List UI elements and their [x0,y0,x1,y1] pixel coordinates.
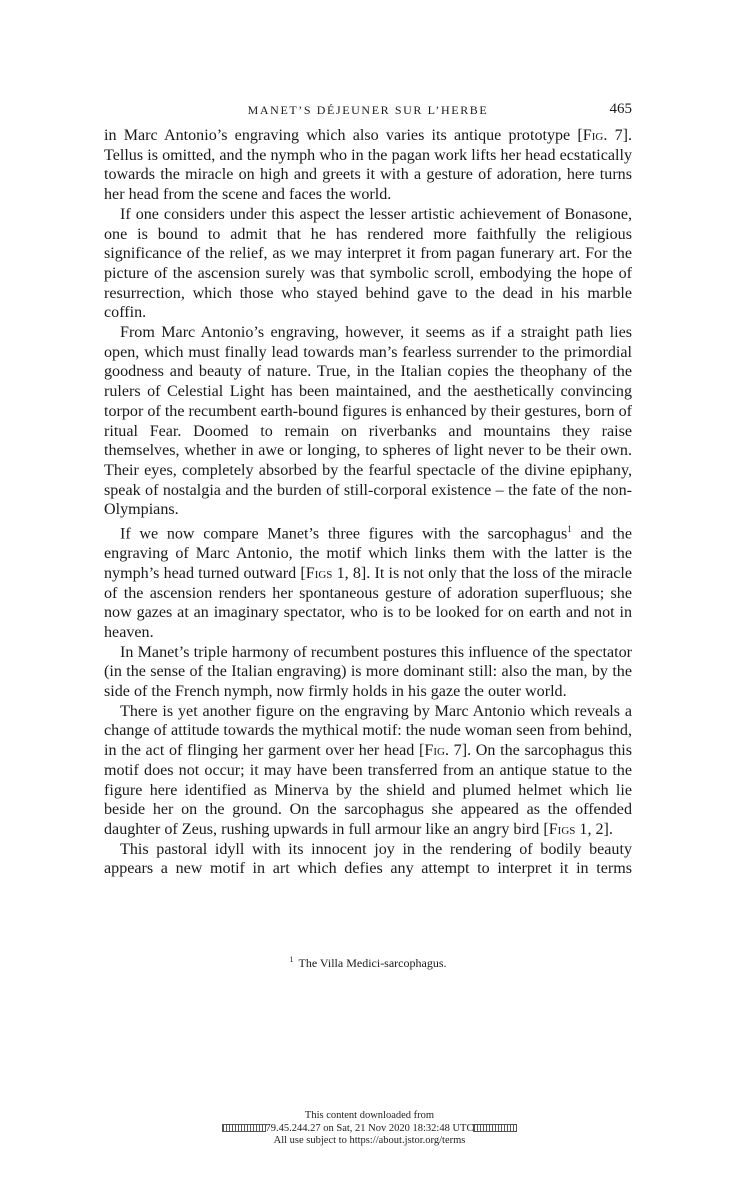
paragraph-1-text-a: in Marc Antonio’s engraving which also varies its antique prototype [ [104,127,583,144]
download-notice [0,1110,739,1148]
redaction-bar-left [222,1124,266,1132]
paragraph-4-text-a: If we now compare Manet’s three figures with the sarcophagus [120,525,568,543]
paragraph-6-text-c: 1, 2]. [575,820,613,838]
paragraph-2: If one considers under this aspect the lesser artistic achievement of Bonasone, one is bound to admit that he has rendered more faithfully the religious significance of the relief, as we may interpret it from pagan funerary art. For the picture of the ascension surely was that symbolic scroll, embodying the hope of resurrection, which those who stayed behind gave to the dead in his marble coffin. [104,205,632,322]
running-head [104,103,632,123]
figures-reference: Figs [305,564,333,582]
paragraph-4 [104,520,632,643]
redaction-bar-right [473,1124,517,1132]
footnote-marker: 1 [289,955,294,964]
figure-reference: Fig. [582,127,608,144]
figure-reference: Fig. [424,742,449,760]
footnote-reference: 1 [567,524,572,535]
download-notice-line-3: All use subject to https://about.jstor.org/terms [273,1135,466,1146]
footnote [104,955,632,971]
body-text [104,126,632,879]
paragraph-5: In Manet’s triple harmony of recumbent postures this influence of the spectator (in the sense of the Italian engraving) is more dominant still: also the man, by the side of the French nymph, now firmly holds in his gaze the outer world. [104,643,632,701]
download-notice-line-2 [0,1123,739,1136]
paragraph-7: This pastoral idyll with its innocent joy in the rendering of bodily beauty appears a new motif in art which defies any attempt to interpret it in terms [104,840,632,878]
paragraph-1 [104,126,632,205]
paragraph-6-text-b: 7]. On the sarcophagus this motif does not occur; it may have been transferred from an antique statue to the figure here identified as Minerva by the shield and plumed helmet which lie beside her on the ground. On the sarcophagus she appeared as the offended daughter of Zeus, rushing upwards in full armour like an angry bird [ [104,742,633,838]
paragraph-4-text-b: and the engraving of Marc Antonio, the motif which links them with the latter is the nymph’s head turned outward [ [104,525,632,582]
paragraph-4-text-c: 1, 8]. It is not only that the loss of the miracle of the ascension renders her spontaneous gesture of adoration superfluous; she now gazes at an imaginary spectator, who is to be looked for on earth and not in heaven. [104,564,632,641]
paragraph-6 [104,702,632,840]
footnote-text: The Villa Medici-sarcophagus. [298,956,447,970]
download-notice-ip-date: 79.45.244.27 on Sat, 21 Nov 2020 18:32:48 UTC [265,1122,474,1134]
figures-reference: Figs [548,820,576,838]
paragraph-1-text-b: 7]. Tellus is omitted, and the nymph who in the pagan work lifts her head ecstatically towards the miracle on high and greets it with a gesture of adoration, here turns her head from the scene and faces the world. [104,127,632,204]
download-notice-line-1: This content downloaded from [304,1110,435,1121]
paragraph-6-text-a: There is yet another figure on the engraving by Marc Antonio which reveals a change of attitude towards the mythical motif: the nude woman seen from behind, in the act of flinging her garment over her head [ [104,702,632,760]
running-title: MANET’S DÉJEUNER SUR L’HERBE [247,103,489,117]
paragraph-3: From Marc Antonio’s engraving, however, it seems as if a straight path lies open, which must finally lead towards man’s fearless surrender to the primordial goodness and beauty of nature. True, in the Italian copies the theophany of the rulers of Celestial Light has been maintained, and the aesthetically convincing torpor of the recumbent earth-bound figures is enhanced by their gestures, born of ritual Fear. Doomed to remain on riverbanks and mountains they raise themselves, whether in awe or longing, to spheres of light never to be their own. Their eyes, completely absorbed by the fearful spectacle of the divine epiphany, speak of nostalgia and the burden of still-corporal existence – the fate of the non-Olympians. [104,324,632,519]
page-number: 465 [609,101,632,117]
